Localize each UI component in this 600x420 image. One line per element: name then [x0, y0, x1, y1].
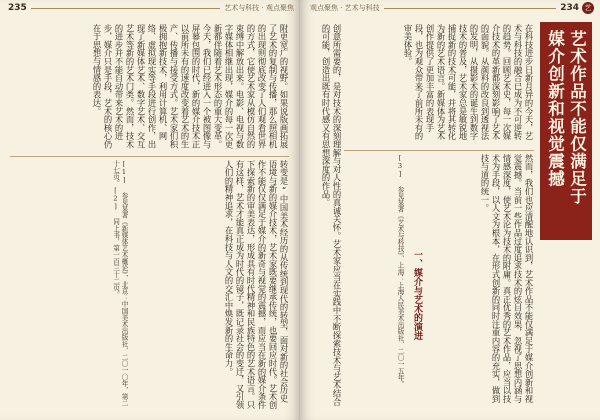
- right-page-number: 234: [560, 3, 579, 13]
- article-title-line-2: 媒介创新和视觉震撼: [545, 30, 565, 188]
- left-running-head: 艺术与科技 · 观点聚焦: [224, 4, 294, 12]
- right-lower-text: 然而，我们也应清醒地认识到，艺术作品不能仅满足于媒介创新和视觉震撼。当前一些作品过度追求技术的炫目效果，忽视了思想内涵与情感深度，使艺术沦为技术的附庸。真正优秀的艺术作品，应当以技术为手段，以人文为根本，在形式创新的同时注重内容的充实，做到技与道的统一。: [480, 154, 534, 403]
- header-rule: [31, 8, 221, 9]
- left-footnotes: [1] 参见某著《新媒体艺术概论》，北京：中国美术出版社，二〇一〇年，第二十七页。[2] 同上书，第一百三十二页。: [111, 160, 128, 407]
- right-page-header: [300, 0, 600, 16]
- right-far-left-text: 创意所需要的，是对技术的深刻理解与对人性的真诚关怀。艺术家应当在实践中不断探索技术与艺术结合的可能，创造出既有时代感又有思想深度的作品。: [321, 24, 342, 406]
- right-footnotes: [3] 参见某著《艺术与科技》，上海：上海人民美术出版社，二〇一五年。: [396, 154, 404, 388]
- left-page-header: [0, 0, 300, 16]
- article-title-banner: [540, 22, 592, 240]
- left-page-number: 235: [8, 3, 27, 13]
- right-page: [300, 0, 600, 420]
- article-title-line-1: 艺术作品不能仅满足于: [567, 30, 587, 205]
- section-subhead: 一、媒介与艺术的演进: [412, 250, 422, 340]
- right-running-head: 观点聚焦 · 艺术与科技: [310, 4, 380, 12]
- left-divider: [10, 156, 289, 157]
- right-divider: [344, 150, 534, 151]
- left-lower-text: 转变是“中国美术经历的从传统到现代的转型，面对新的社会历史语境与新的媒介技术，艺术家既要继承传统，也要回应时代。艺术创作不能仅仅满足于媒介的新奇与视觉的震撼，而应当在新的媒介条件下探索新的审美表达，形成具有时代精神和民族特色的艺术语言。只有这样，艺术才能真正成为时代的镜子，既记录社会的变迁，又引领人们的精神追求，在科技与人文的交汇中焕发新的生命力。: [224, 160, 289, 409]
- section-badge-icon: 艺: [582, 2, 594, 14]
- left-upper-text: 附更宽广的视野。如果说版画拓展了艺术的复制与传播，那么照相机的出现则彻底改变了人们观看世界的方式，它使艺术家从模仿自然的束缚中解放出来。电影、电视与数字媒体相继出现，媒介的每一次更新都伴随着艺术形态的重大变革。今天，我们已经进入一个被图像与屏幕包围的时代，新的媒介技术正以前所未有的速度改变着艺术的生产、传播与接受方式。艺术家们积极拥抱新技术，利用计算机、网络、虚拟现实等手段进行创作，出现了新媒体艺术、数字艺术、交互艺术等新的艺术门类。然而，技术的进步并不能自动带来艺术的进步，媒介只是手段，艺术的核心仍在于思想与情感的表达。: [92, 24, 289, 149]
- right-upper-text: 在科技进步日新月异的今天，艺术与科技的融合已成为不可逆转的趋势。回顾艺术史，每一次媒介技术的革新都深刻影响了艺术的面貌。从颜料的改良到透视法的发明，从摄影术的诞生到数字技术的普及，艺术家总是敏锐地捕捉新的技术可能，并将其转化为新的艺术语言。新媒体为艺术创作提供了更加丰富的表现手段，也为观众带来了前所未有的审美体验。: [403, 24, 534, 141]
- header-rule: [384, 8, 557, 9]
